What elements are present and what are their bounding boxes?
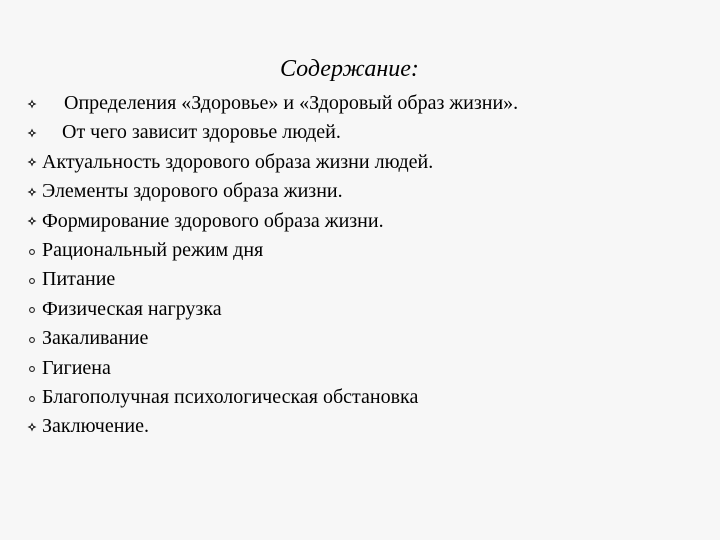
circle-bullet-icon bbox=[24, 236, 40, 265]
diamond-bullet-icon bbox=[24, 207, 40, 236]
circle-bullet-icon bbox=[24, 295, 40, 324]
list-item-text: Определения «Здоровье» и «Здоровый образ жизни». bbox=[64, 92, 519, 114]
list-item-text: Закаливание bbox=[42, 327, 149, 350]
diamond-bullet-icon bbox=[24, 89, 40, 118]
circle-bullet-icon bbox=[24, 383, 40, 412]
list-item-text: Актуальность здорового образа жизни людей. bbox=[42, 150, 434, 173]
list-item-text: Питание bbox=[42, 268, 116, 291]
circle-bullet-icon bbox=[24, 354, 40, 383]
list-item-text: Заключение. bbox=[42, 415, 149, 438]
list-item-text: Благополучная психологическая обстановка bbox=[42, 385, 419, 408]
list-item-text: Гигиена bbox=[42, 356, 111, 379]
diamond-bullet-icon bbox=[24, 177, 40, 206]
diamond-bullet-icon bbox=[24, 412, 40, 441]
circle-bullet-icon bbox=[24, 265, 40, 294]
slide-title: Содержание: bbox=[280, 56, 419, 82]
list-item-text: Формирование здорового образа жизни. bbox=[42, 209, 384, 232]
diamond-bullet-icon bbox=[24, 148, 40, 177]
list-item-text: Рациональный режим дня bbox=[42, 238, 264, 261]
diamond-bullet-icon bbox=[24, 118, 40, 147]
circle-bullet-icon bbox=[24, 324, 40, 353]
list-item-text: Физическая нагрузка bbox=[42, 297, 222, 320]
list-item-text: От чего зависит здоровье людей. bbox=[62, 121, 341, 144]
list-item-text: Элементы здорового образа жизни. bbox=[42, 180, 343, 203]
